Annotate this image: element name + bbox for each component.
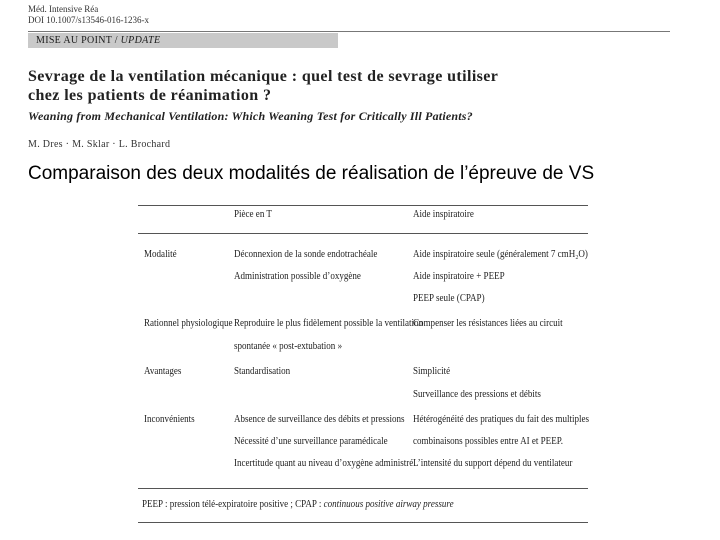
article-title-fr (28, 67, 688, 105)
table-cell: Hétérogénéité des pratiques du fait des multiples (413, 414, 590, 425)
header-divider (28, 31, 670, 32)
table-cell: Nécessité d’une surveillance paramédicale (234, 436, 388, 447)
table-cell: spontanée « post-extubation » (234, 341, 343, 352)
table-top-rule (138, 205, 588, 206)
table-cell: Surveillance des pressions et débits (413, 389, 541, 400)
section-label-en: UPDATE (120, 35, 161, 46)
table-cell: Aide inspiratoire + PEEP (413, 271, 505, 282)
comparison-table (138, 197, 588, 527)
table-cell: Simplicité (413, 366, 451, 377)
row-label-inconvenients: Inconvénients (144, 414, 195, 425)
section-label: MISE AU POINT / UPDATE (36, 35, 161, 46)
footnote-italic: continuous positive airway pressure (323, 499, 454, 510)
table-cell: combinaisons possibles entre AI et PEEP. (413, 436, 563, 447)
article-title-fr-line2: chez les patients de réanimation ? (28, 87, 272, 104)
table-cell: Déconnexion de la sonde endotrachéale (234, 249, 378, 260)
table-bottom-rule (138, 488, 588, 489)
column-header-pressure-support: Aide inspiratoire (413, 209, 474, 220)
row-label-avantages: Avantages (144, 366, 182, 377)
slide-title: Comparaison des deux modalités de réalisation de l’épreuve de VS (28, 163, 595, 184)
footnote-rule (138, 522, 588, 523)
footnote-text: PEEP : pression télé-expiratoire positive ; CPAP : (142, 499, 324, 510)
table-cell: Reproduire le plus fidèlement possible la ventilation (234, 318, 424, 329)
doi-text: DOI 10.1007/s13546-016-1236-x (28, 15, 149, 25)
column-header-t-piece: Pièce en T (234, 209, 272, 220)
table-footnote (142, 498, 454, 512)
table-cell: Aide inspiratoire seule (généralement 7 cmH₂O) (413, 249, 588, 260)
row-label-modalite: Modalité (144, 249, 177, 260)
article-title-en: Weaning from Mechanical Ventilation: Which Weaning Test for Critically Ill Patients? (28, 109, 473, 123)
row-label-rationnel: Rationnel physiologique (144, 318, 233, 329)
table-cell: Compenser les résistances liées au circuit (413, 318, 563, 329)
table-cell: L’intensité du support dépend du ventilateur (413, 458, 573, 469)
table-cell: Administration possible d’oxygène (234, 271, 361, 282)
journal-name: Méd. Intensive Réa (28, 4, 99, 14)
table-cell: Incertitude quant au niveau d’oxygène administré (234, 458, 414, 469)
table-header-rule (138, 233, 588, 234)
table-cell: PEEP seule (CPAP) (413, 293, 485, 304)
article-title-fr-line1: Sevrage de la ventilation mécanique : quel test de sevrage utiliser (28, 68, 499, 85)
table-cell: Standardisation (234, 366, 291, 377)
table-cell: Absence de surveillance des débits et pressions (234, 414, 405, 425)
section-label-fr: MISE AU POINT (36, 35, 112, 46)
authors: M. Dres · M. Sklar · L. Brochard (28, 139, 171, 150)
